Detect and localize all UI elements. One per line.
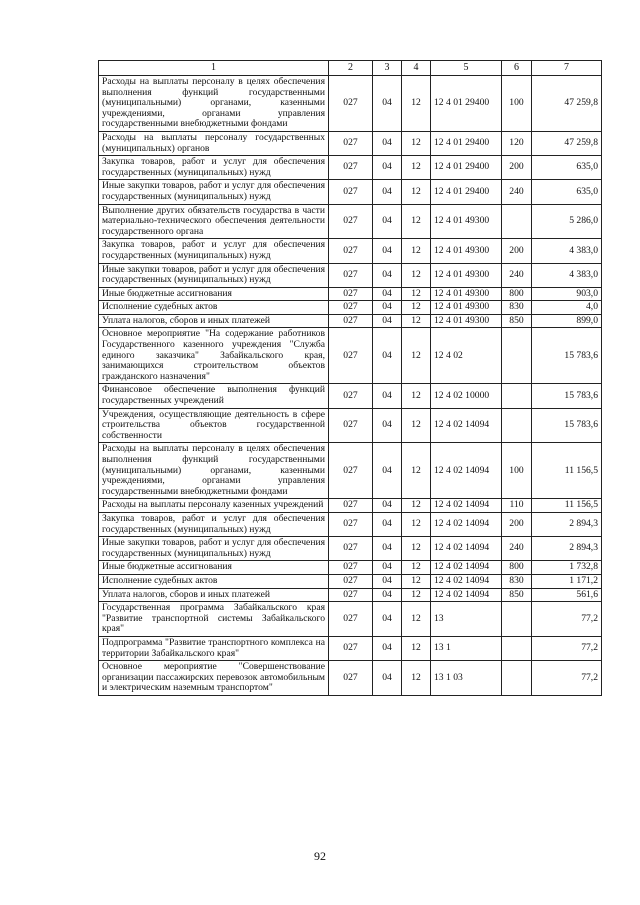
row-name-cell: Выполнение других обязательств государства в части материально-технического обеспечения деятельности государственного органа <box>99 204 329 239</box>
table-row <box>99 512 602 536</box>
row-name-cell: Расходы на выплаты персоналу в целях обеспечения выполнения функций государственными (муниципальными) органами, казенными учреждениями, органами управления государственными внебюджетными фондами <box>99 76 329 132</box>
amount-cell: 903,0 <box>532 287 602 301</box>
ministry-code-cell: 027 <box>329 561 373 575</box>
expense-type-cell: 100 <box>502 443 532 499</box>
table-row <box>99 287 602 301</box>
ministry-code-cell: 027 <box>329 443 373 499</box>
table-row <box>99 301 602 315</box>
ministry-code-cell: 027 <box>329 314 373 328</box>
section-cell: 04 <box>373 384 402 408</box>
table-body <box>99 76 602 696</box>
expense-type-cell <box>502 204 532 239</box>
table-row <box>99 537 602 561</box>
section-cell: 04 <box>373 443 402 499</box>
ministry-code-cell: 027 <box>329 263 373 287</box>
expense-type-cell: 800 <box>502 287 532 301</box>
target-article-cell: 12 4 01 29400 <box>431 76 502 132</box>
table-row <box>99 239 602 263</box>
row-name-cell: Расходы на выплаты персоналу в целях обеспечения выполнения функций государственными (муниципальными) органами, казенными учреждениями, органами управления государственными внебюджетными фондами <box>99 443 329 499</box>
expense-type-cell: 110 <box>502 499 532 513</box>
section-cell: 04 <box>373 636 402 660</box>
expense-type-cell: 240 <box>502 263 532 287</box>
row-name-cell: Уплата налогов, сборов и иных платежей <box>99 314 329 328</box>
ministry-code-cell: 027 <box>329 384 373 408</box>
amount-cell: 4 383,0 <box>532 239 602 263</box>
amount-cell: 4,0 <box>532 301 602 315</box>
row-name-cell: Закупка товаров, работ и услуг для обеспечения государственных (муниципальных) нужд <box>99 512 329 536</box>
amount-cell: 1 171,2 <box>532 574 602 588</box>
row-name-cell: Иные закупки товаров, работ и услуг для обеспечения государственных (муниципальных) нужд <box>99 180 329 204</box>
expense-type-cell <box>502 384 532 408</box>
row-name-cell: Расходы на выплаты персоналу казенных учреждений <box>99 499 329 513</box>
section-cell: 04 <box>373 574 402 588</box>
section-cell: 04 <box>373 180 402 204</box>
expense-type-cell: 200 <box>502 512 532 536</box>
target-article-cell: 12 4 01 49300 <box>431 314 502 328</box>
amount-cell: 15 783,6 <box>532 408 602 443</box>
amount-cell: 47 259,8 <box>532 76 602 132</box>
expense-type-cell: 800 <box>502 561 532 575</box>
column-header: 3 <box>373 61 402 76</box>
target-article-cell: 12 4 01 29400 <box>431 131 502 155</box>
amount-cell: 2 894,3 <box>532 512 602 536</box>
budget-table <box>98 60 602 696</box>
amount-cell: 1 732,8 <box>532 561 602 575</box>
amount-cell: 635,0 <box>532 180 602 204</box>
table-row <box>99 443 602 499</box>
subsection-cell: 12 <box>402 384 431 408</box>
table-row <box>99 180 602 204</box>
section-cell: 04 <box>373 287 402 301</box>
expense-type-cell: 850 <box>502 314 532 328</box>
subsection-cell: 12 <box>402 512 431 536</box>
ministry-code-cell: 027 <box>329 156 373 180</box>
subsection-cell: 12 <box>402 588 431 602</box>
expense-type-cell <box>502 636 532 660</box>
target-article-cell: 13 1 03 <box>431 661 502 696</box>
subsection-cell: 12 <box>402 537 431 561</box>
section-cell: 04 <box>373 588 402 602</box>
subsection-cell: 12 <box>402 239 431 263</box>
section-cell: 04 <box>373 602 402 637</box>
row-name-cell: Иные закупки товаров, работ и услуг для обеспечения государственных (муниципальных) нужд <box>99 537 329 561</box>
target-article-cell: 12 4 01 49300 <box>431 239 502 263</box>
subsection-cell: 12 <box>402 204 431 239</box>
table-row <box>99 204 602 239</box>
section-cell: 04 <box>373 301 402 315</box>
subsection-cell: 12 <box>402 287 431 301</box>
ministry-code-cell: 027 <box>329 574 373 588</box>
subsection-cell: 12 <box>402 263 431 287</box>
table-row <box>99 561 602 575</box>
row-name-cell: Основное мероприятие "На содержание работников Государственного казенного учреждения "Служба единого заказчика" Забайкальского края, занимающихся строительством объектов гражданского назначения" <box>99 328 329 384</box>
table-row <box>99 131 602 155</box>
target-article-cell: 12 4 02 14094 <box>431 561 502 575</box>
section-cell: 04 <box>373 537 402 561</box>
table-row <box>99 156 602 180</box>
table-row <box>99 76 602 132</box>
table-row <box>99 314 602 328</box>
ministry-code-cell: 027 <box>329 287 373 301</box>
column-header: 5 <box>431 61 502 76</box>
expense-type-cell: 120 <box>502 131 532 155</box>
row-name-cell: Закупка товаров, работ и услуг для обеспечения государственных (муниципальных) нужд <box>99 239 329 263</box>
subsection-cell: 12 <box>402 156 431 180</box>
subsection-cell: 12 <box>402 328 431 384</box>
amount-cell: 77,2 <box>532 661 602 696</box>
ministry-code-cell: 027 <box>329 588 373 602</box>
amount-cell: 4 383,0 <box>532 263 602 287</box>
amount-cell: 5 286,0 <box>532 204 602 239</box>
ministry-code-cell: 027 <box>329 76 373 132</box>
section-cell: 04 <box>373 314 402 328</box>
expense-type-cell <box>502 602 532 637</box>
column-header: 7 <box>532 61 602 76</box>
subsection-cell: 12 <box>402 636 431 660</box>
subsection-cell: 12 <box>402 180 431 204</box>
ministry-code-cell: 027 <box>329 661 373 696</box>
target-article-cell: 12 4 02 14094 <box>431 537 502 561</box>
expense-type-cell <box>502 328 532 384</box>
subsection-cell: 12 <box>402 499 431 513</box>
table-row <box>99 384 602 408</box>
row-name-cell: Иные бюджетные ассигнования <box>99 287 329 301</box>
target-article-cell: 12 4 02 14094 <box>431 408 502 443</box>
subsection-cell: 12 <box>402 661 431 696</box>
table-row <box>99 602 602 637</box>
row-name-cell: Финансовое обеспечение выполнения функций государственных учреждений <box>99 384 329 408</box>
section-cell: 04 <box>373 561 402 575</box>
target-article-cell: 12 4 02 <box>431 328 502 384</box>
column-header: 6 <box>502 61 532 76</box>
target-article-cell: 12 4 02 14094 <box>431 499 502 513</box>
ministry-code-cell: 027 <box>329 537 373 561</box>
target-article-cell: 12 4 02 10000 <box>431 384 502 408</box>
target-article-cell: 12 4 01 29400 <box>431 156 502 180</box>
expense-type-cell: 200 <box>502 239 532 263</box>
subsection-cell: 12 <box>402 602 431 637</box>
table-row <box>99 263 602 287</box>
target-article-cell: 12 4 01 49300 <box>431 204 502 239</box>
target-article-cell: 12 4 02 14094 <box>431 588 502 602</box>
expense-type-cell: 850 <box>502 588 532 602</box>
amount-cell: 15 783,6 <box>532 384 602 408</box>
row-name-cell: Иные закупки товаров, работ и услуг для обеспечения государственных (муниципальных) нужд <box>99 263 329 287</box>
column-header: 4 <box>402 61 431 76</box>
page-number: 92 <box>314 849 326 863</box>
subsection-cell: 12 <box>402 314 431 328</box>
section-cell: 04 <box>373 131 402 155</box>
target-article-cell: 13 1 <box>431 636 502 660</box>
table-row <box>99 574 602 588</box>
column-header: 1 <box>99 61 329 76</box>
amount-cell: 561,6 <box>532 588 602 602</box>
table-row <box>99 499 602 513</box>
row-name-cell: Иные бюджетные ассигнования <box>99 561 329 575</box>
table-row <box>99 408 602 443</box>
amount-cell: 47 259,8 <box>532 131 602 155</box>
target-article-cell: 12 4 02 14094 <box>431 512 502 536</box>
expense-type-cell: 830 <box>502 574 532 588</box>
row-name-cell: Уплата налогов, сборов и иных платежей <box>99 588 329 602</box>
amount-cell: 11 156,5 <box>532 443 602 499</box>
ministry-code-cell: 027 <box>329 512 373 536</box>
subsection-cell: 12 <box>402 131 431 155</box>
row-name-cell: Учреждения, осуществляющие деятельность в сфере строительства объектов государственной собственности <box>99 408 329 443</box>
row-name-cell: Закупка товаров, работ и услуг для обеспечения государственных (муниципальных) нужд <box>99 156 329 180</box>
target-article-cell: 12 4 01 49300 <box>431 301 502 315</box>
section-cell: 04 <box>373 408 402 443</box>
expense-type-cell: 240 <box>502 537 532 561</box>
amount-cell: 11 156,5 <box>532 499 602 513</box>
row-name-cell: Расходы на выплаты персоналу государственных (муниципальных) органов <box>99 131 329 155</box>
ministry-code-cell: 027 <box>329 408 373 443</box>
expense-type-cell: 830 <box>502 301 532 315</box>
amount-cell: 635,0 <box>532 156 602 180</box>
table-row <box>99 636 602 660</box>
section-cell: 04 <box>373 661 402 696</box>
expense-type-cell: 200 <box>502 156 532 180</box>
section-cell: 04 <box>373 328 402 384</box>
target-article-cell: 12 4 01 29400 <box>431 180 502 204</box>
table-row <box>99 588 602 602</box>
ministry-code-cell: 027 <box>329 602 373 637</box>
section-cell: 04 <box>373 512 402 536</box>
amount-cell: 15 783,6 <box>532 328 602 384</box>
expense-type-cell: 240 <box>502 180 532 204</box>
ministry-code-cell: 027 <box>329 131 373 155</box>
ministry-code-cell: 027 <box>329 499 373 513</box>
section-cell: 04 <box>373 156 402 180</box>
amount-cell: 77,2 <box>532 602 602 637</box>
subsection-cell: 12 <box>402 561 431 575</box>
target-article-cell: 12 4 01 49300 <box>431 287 502 301</box>
table-row <box>99 661 602 696</box>
subsection-cell: 12 <box>402 574 431 588</box>
expense-type-cell <box>502 661 532 696</box>
ministry-code-cell: 027 <box>329 636 373 660</box>
subsection-cell: 12 <box>402 443 431 499</box>
header-row <box>99 61 602 76</box>
ministry-code-cell: 027 <box>329 204 373 239</box>
subsection-cell: 12 <box>402 408 431 443</box>
section-cell: 04 <box>373 76 402 132</box>
ministry-code-cell: 027 <box>329 180 373 204</box>
target-article-cell: 12 4 02 14094 <box>431 443 502 499</box>
row-name-cell: Исполнение судебных актов <box>99 574 329 588</box>
subsection-cell: 12 <box>402 76 431 132</box>
table-row <box>99 328 602 384</box>
ministry-code-cell: 027 <box>329 301 373 315</box>
row-name-cell: Основное мероприятие "Совершенствование организации пассажирских перевозок автомобильным и электрическим наземным транспортом" <box>99 661 329 696</box>
expense-type-cell <box>502 408 532 443</box>
expense-type-cell: 100 <box>502 76 532 132</box>
column-header: 2 <box>329 61 373 76</box>
amount-cell: 77,2 <box>532 636 602 660</box>
ministry-code-cell: 027 <box>329 328 373 384</box>
ministry-code-cell: 027 <box>329 239 373 263</box>
target-article-cell: 12 4 02 14094 <box>431 574 502 588</box>
row-name-cell: Государственная программа Забайкальского края "Развитие транспортной системы Забайкальского края" <box>99 602 329 637</box>
row-name-cell: Исполнение судебных актов <box>99 301 329 315</box>
section-cell: 04 <box>373 499 402 513</box>
amount-cell: 2 894,3 <box>532 537 602 561</box>
section-cell: 04 <box>373 239 402 263</box>
amount-cell: 899,0 <box>532 314 602 328</box>
target-article-cell: 12 4 01 49300 <box>431 263 502 287</box>
section-cell: 04 <box>373 263 402 287</box>
target-article-cell: 13 <box>431 602 502 637</box>
subsection-cell: 12 <box>402 301 431 315</box>
row-name-cell: Подпрограмма "Развитие транспортного комплекса на территории Забайкальского края" <box>99 636 329 660</box>
section-cell: 04 <box>373 204 402 239</box>
